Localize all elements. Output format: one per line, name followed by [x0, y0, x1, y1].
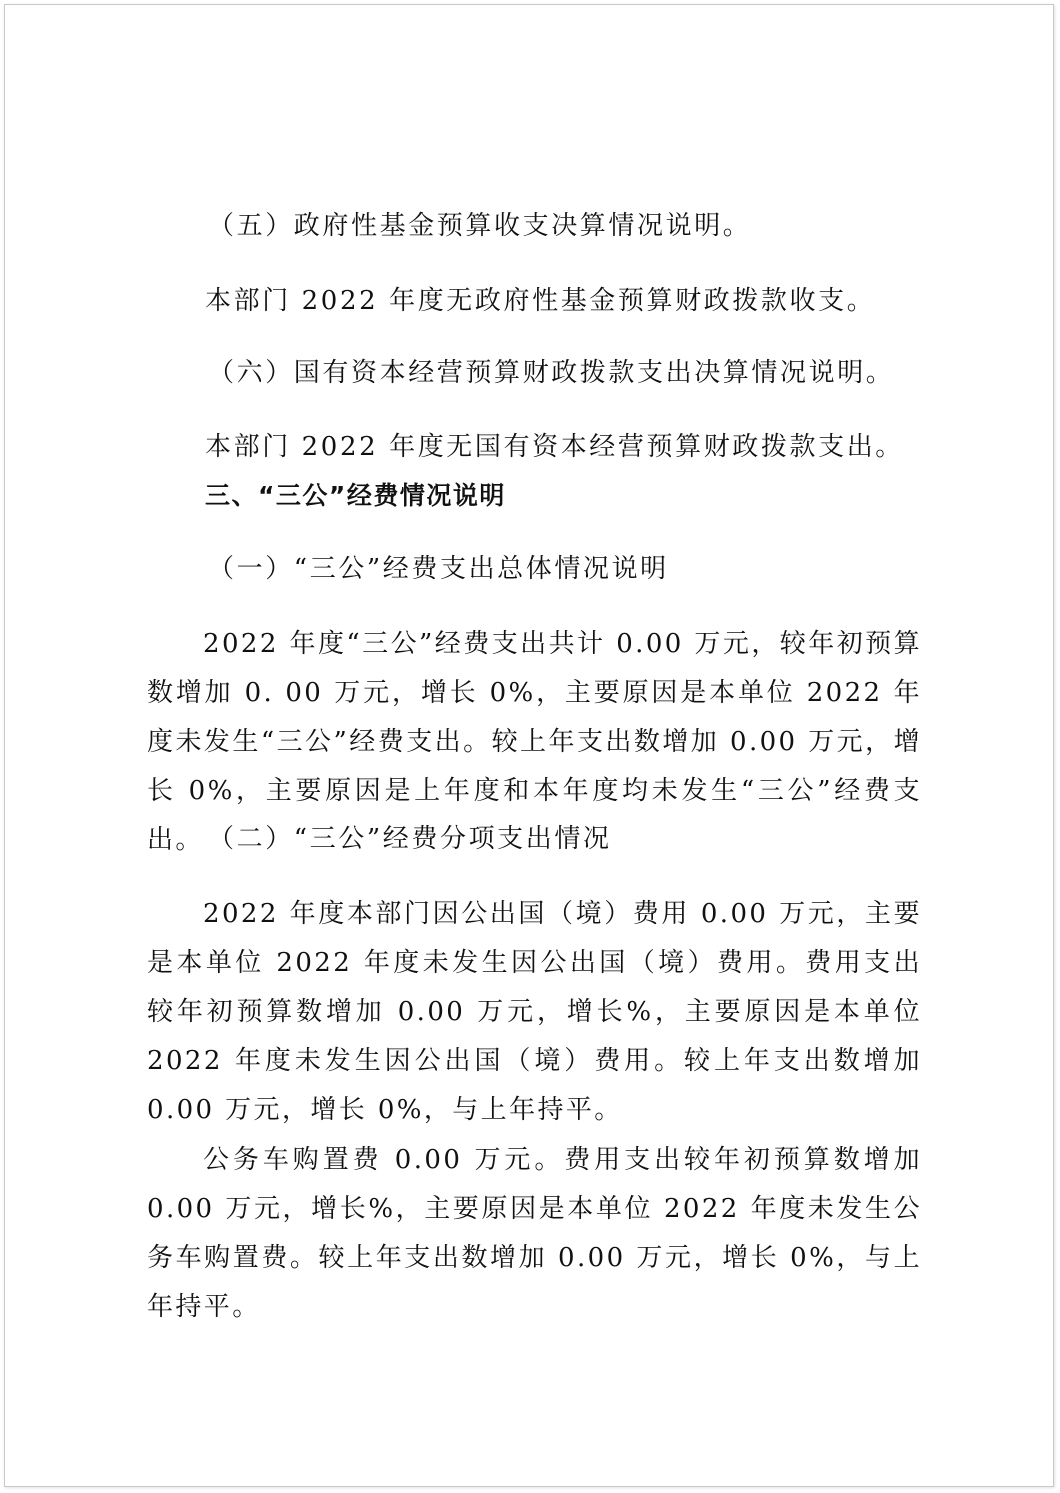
paragraph-vehicle-purchase-expenses: 公务车购置费 0.00 万元。费用支出较年初预算数增加 0.00 万元，增长%，主要原因是本单位 2022 年度未发生公务车购置费。较上年支出数增加 0.00 万元，增长 0%，与上年持平。 [147, 1145, 922, 1322]
heading-state-capital-budget: （六）国有资本经营预算财政拨款支出决算情况说明。 [208, 358, 895, 388]
subheading-itemized-expenses: （二）“三公”经费分项支出情况 [208, 824, 612, 854]
paragraph-overseas-travel-expenses: 2022 年度本部门因公出国（境）费用 0.00 万元，主要是本单位 2022 年度未发生因公出国（境）费用。费用支出较年初预算数增加 0.00 万元，增长%，主要原因是本单位 2022 年度未发生因公出国（境）费用。较上年支出数增加 0.00 万元，增长 0%，与上年持平。 [147, 899, 922, 1125]
paragraph-government-fund-budget: 本部门 2022 年度无政府性基金预算财政拨款收支。 [205, 286, 876, 316]
heading-government-fund-budget: （五）政府性基金预算收支决算情况说明。 [208, 211, 752, 241]
section-three-public-expenses: 三、“三公”经费情况说明 [205, 481, 506, 510]
document-page [4, 4, 1054, 1487]
paragraph-overall-expenses: 2022 年度“三公”经费支出共计 0.00 万元，较年初预算数增加 0. 00 万元，增长 0%，主要原因是本单位 2022 年度未发生“三公”经费支出。较上年支出数增加 0.00 万元，增长 0%，主要原因是上年度和本年度均未发生“三公”经费支出。 [147, 629, 922, 855]
subheading-overall-expenses: （一）“三公”经费支出总体情况说明 [208, 554, 669, 584]
paragraph-state-capital-budget: 本部门 2022 年度无国有资本经营预算财政拨款支出。 [205, 432, 904, 462]
